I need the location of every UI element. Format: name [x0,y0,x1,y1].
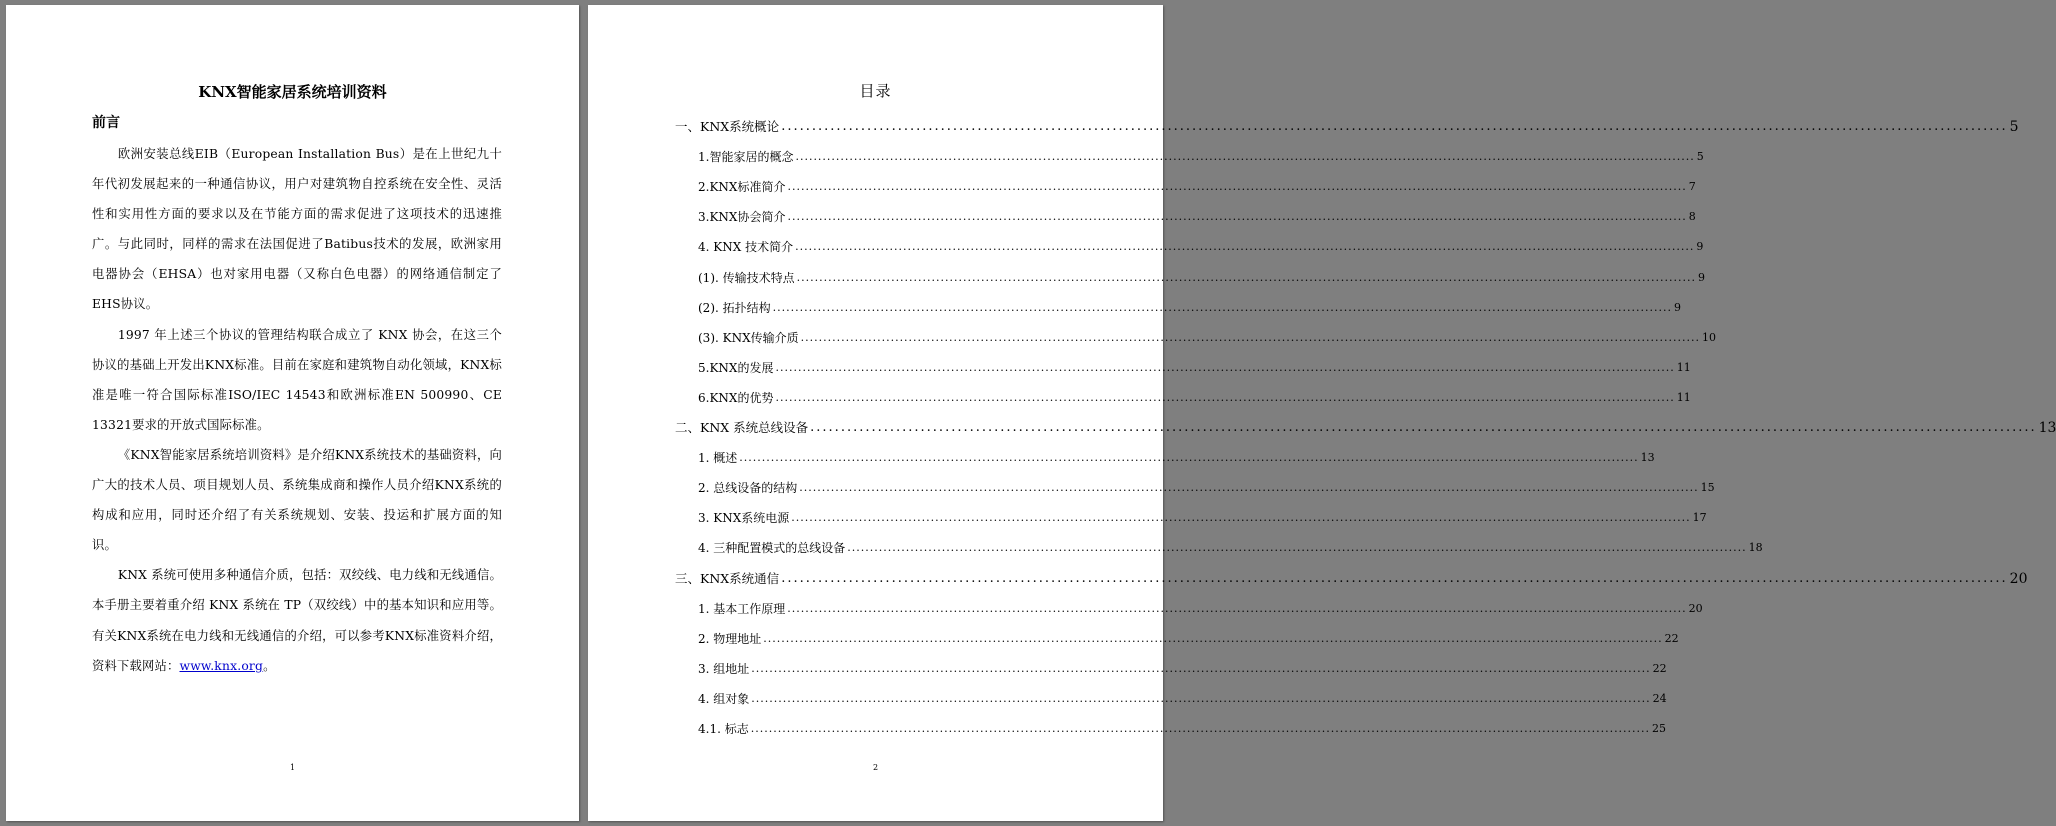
toc-entry-page: 8 [1688,210,1696,224]
toc-entry[interactable] [698,360,1691,376]
toc-entry[interactable] [698,691,1667,707]
toc-entry-label: 2. 总线设备的结构 [698,481,798,496]
document-title: KNX智能家居系统培训资料 [198,83,387,101]
toc-dot-leader: ........................................................................................................................................................................................................ [795,150,1695,164]
toc-entry-page: 22 [1652,661,1667,675]
toc-entry[interactable] [698,540,1763,556]
toc-entry[interactable] [698,450,1655,466]
toc-dot-leader: ........................................................................................................................................................................................................ [787,180,1687,194]
toc-dot-leader: ........................................................................................................................................................................................................ [810,420,2037,435]
toc-entry[interactable] [698,721,1667,737]
toc-dot-leader: ........................................................................................................................................................................................................ [799,481,1699,495]
toc-entry-page: 10 [1701,330,1716,344]
toc-entry[interactable] [698,480,1715,496]
page-number: 1 [289,763,296,772]
toc-entry-page: 25 [1652,722,1667,735]
toc-entry[interactable] [698,330,1716,346]
toc-entry[interactable] [675,119,2019,135]
toc-dot-leader: ........................................................................................................................................................................................................ [750,722,1651,735]
toc-dot-leader: ........................................................................................................................................................................................................ [775,360,1675,374]
document-page-2 [588,5,2056,821]
toc-entry-page: 18 [1748,541,1763,555]
toc-entry-page: 9 [1697,270,1705,284]
toc-dot-leader: ........................................................................................................................................................................................................ [763,631,1663,645]
toc-entry-page: 22 [1664,631,1679,645]
toc-entry-page: 5 [2009,119,2019,135]
toc-dot-leader: ........................................................................................................................................................................................................ [795,240,1695,254]
toc-entry-label: 二、KNX 系统总线设备 [675,420,809,435]
toc-entry-label: 5.KNX的发展 [698,360,774,375]
toc-dot-leader: ........................................................................................................................................................................................................ [787,601,1687,615]
toc-entry-label: (1). 传输技术特点 [698,270,795,285]
toc-entry-label: 3. 组地址 [698,661,750,676]
toc-dot-leader: ........................................................................................................................................................................................................ [796,270,1696,284]
toc-entry[interactable] [675,420,2056,436]
toc-dot-leader: ........................................................................................................................................................................................................ [751,691,1651,705]
toc-entry-page: 11 [1676,360,1691,374]
toc-entry-label: 6.KNX的优势 [698,390,774,405]
toc-entry-page: 15 [1700,481,1715,495]
table-of-contents [588,5,2056,821]
toc-entry-label: 1. 概述 [698,451,738,466]
preface-paragraph: 欧洲安装总线EIB（European Installation Bus）是在上世纪九十年代初发展起来的一种通信协议，用户对建筑物自控系统在安全性、灵活性和实用性方面的要求以及在节能方面的需求促进了这项技术的迅速推广。与此同时，同样的需求在法国促进了Batibus技术的发展，欧洲家用电器协会（EHSA）也对家用电器（又称白色电器）的网络通信制定了EHS协议。 [92,147,502,312]
toc-entry[interactable] [698,239,1704,255]
toc-dot-leader: ........................................................................................................................................................................................................ [775,390,1675,404]
toc-entry-label: 2. 物理地址 [698,631,762,646]
preface-paragraph-end: 。 [263,658,276,673]
toc-dot-leader: ........................................................................................................................................................................................................ [739,451,1639,465]
toc-entry-page: 20 [1688,601,1703,615]
toc-dot-leader: ........................................................................................................................................................................................................ [791,511,1691,525]
toc-entry-label: (3). KNX传输介质 [698,330,799,345]
toc-entry[interactable] [698,661,1667,677]
toc-entry[interactable] [698,149,1704,165]
toc-dot-leader: ........................................................................................................................................................................................................ [800,330,1700,344]
preface-paragraph: 《KNX智能家居系统培训资料》是介绍KNX系统技术的基础资料，向广大的技术人员、项目规划人员、系统集成商和操作人员介绍KNX系统的构成和应用，同时还介绍了有关系统规划、安装、投运和扩展方面的知识。 [92,447,502,553]
toc-dot-leader: ........................................................................................................................................................................................................ [781,119,2008,134]
toc-entry-label: 4. 三种配置模式的总线设备 [698,541,846,556]
toc-entry-page: 11 [1676,390,1691,404]
toc-entry-page: 20 [2009,570,2028,587]
toc-entry[interactable] [698,300,1681,316]
toc-entry-label: 3.KNX协会简介 [698,210,786,225]
preface-paragraph [92,560,502,680]
toc-entry-label: 4. 组对象 [698,691,750,706]
document-page-1 [6,5,579,821]
toc-entry-label: 4.1. 标志 [698,722,749,736]
toc-entry-page: 9 [1696,240,1704,254]
toc-entry-label: 4. KNX 技术简介 [698,240,794,255]
toc-entry-label: 2.KNX标准简介 [698,180,786,195]
toc-dot-leader: ........................................................................................................................................................................................................ [751,661,1651,675]
toc-entry-label: 3. KNX系统电源 [698,511,790,526]
page-number: 2 [872,763,879,772]
toc-entry[interactable] [698,390,1691,406]
preface-body [92,139,502,681]
toc-entry-label: 1.智能家居的概念 [698,150,794,165]
toc-dot-leader: ........................................................................................................................................................................................................ [781,570,2008,586]
toc-entry[interactable] [698,179,1696,195]
toc-dot-leader: ........................................................................................................................................................................................................ [847,541,1747,555]
toc-entry-page: 5 [1696,150,1704,164]
toc-entry[interactable] [698,601,1703,617]
toc-entry-page: 24 [1652,691,1667,705]
toc-entry-page: 9 [1673,300,1681,314]
toc-entry-label: 1. 基本工作原理 [698,601,786,616]
knx-website-link[interactable]: www.knx.org [179,658,264,673]
toc-entry[interactable] [675,570,2028,587]
toc-entry[interactable] [698,209,1696,225]
toc-entry-page: 7 [1688,180,1696,194]
toc-entry[interactable] [698,631,1679,647]
preface-paragraph-text: KNX 系统可使用多种通信介质，包括：双绞线、电力线和无线通信。本手册主要着重介绍 KNX 系统在 TP（双绞线）中的基本知识和应用等。有关KNX系统在电力线和无线通信的介绍，可以参考KNX标准资料介绍，资料下载网站： [92,568,502,673]
toc-entry-page: 13 [1640,451,1655,465]
toc-dot-leader: ........................................................................................................................................................................................................ [772,300,1672,314]
preface-heading: 前言 [92,115,120,131]
toc-entry[interactable] [698,270,1705,286]
toc-title: 目录 [859,82,892,100]
preface-paragraph: 1997 年上述三个协议的管理结构联合成立了 KNX 协会，在这三个协议的基础上开发出KNX标准。目前在家庭和建筑物自动化领域，KNX标准是唯一符合国际标准ISO/IEC 14543和欧洲标准EN 500990、CE 13321要求的开放式国际标准。 [92,327,502,432]
toc-entry-label: (2). 拓扑结构 [698,300,771,315]
toc-entry-label: 一、KNX系统概论 [675,119,780,134]
toc-dot-leader: ........................................................................................................................................................................................................ [787,210,1687,224]
toc-entry[interactable] [698,510,1707,526]
toc-entry-label: 三、KNX系统通信 [675,570,780,586]
toc-entry-page: 17 [1692,511,1707,525]
toc-entry-page: 13 [2038,420,2056,436]
